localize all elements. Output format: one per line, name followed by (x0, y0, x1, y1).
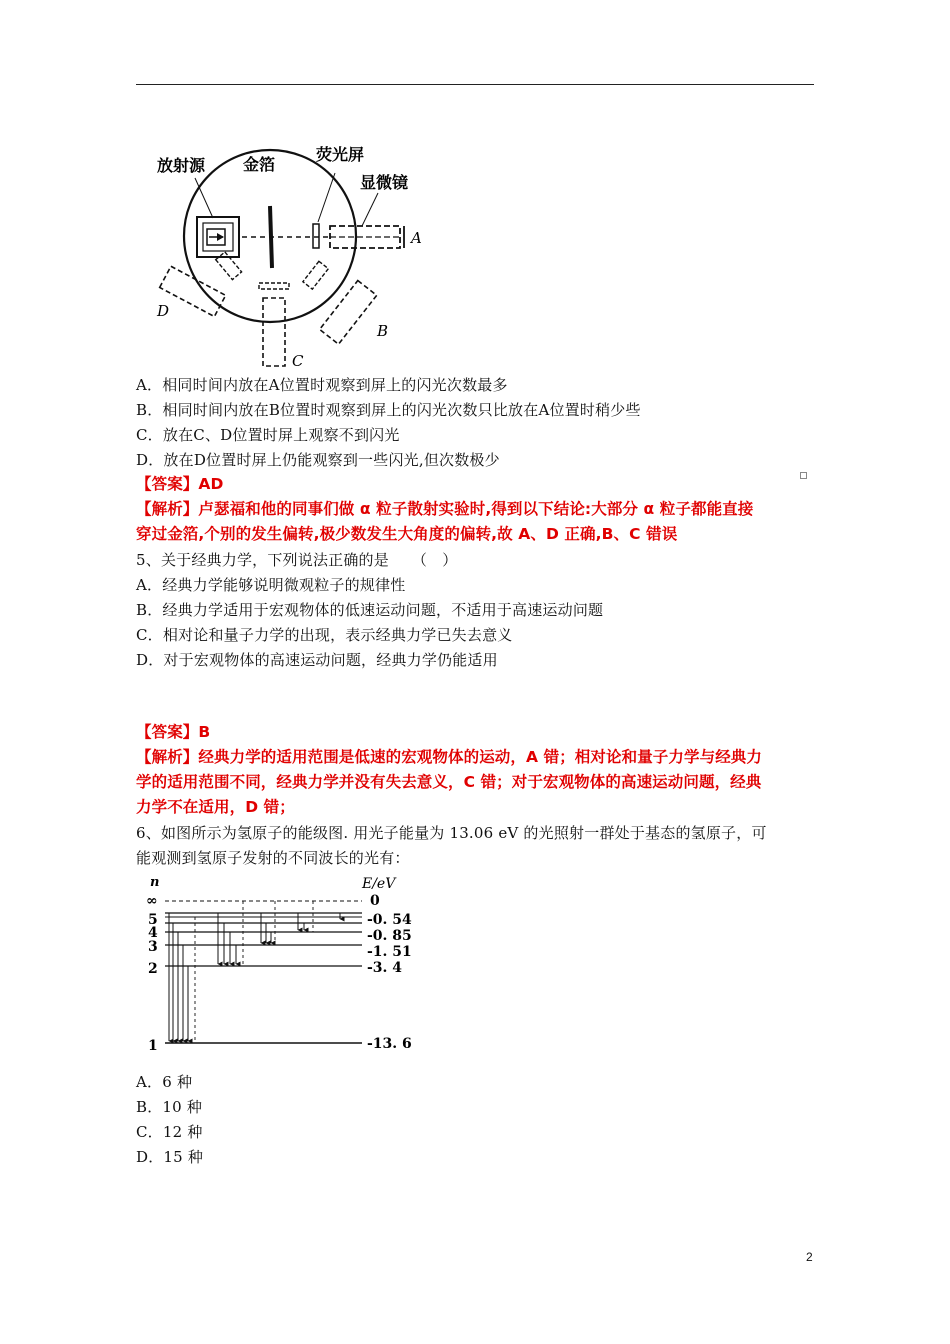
label-screen: 荧光屏 (316, 145, 365, 164)
label-microscope: 显微镜 (360, 173, 409, 192)
e-label-4: -0. 85 (367, 928, 412, 944)
q6-option-b: B．10 种 (136, 1098, 203, 1116)
q4-answer: 【答案】AD (136, 475, 224, 493)
n-label-2: 2 (148, 961, 158, 977)
n-axis-label: n (150, 875, 160, 890)
q4-analysis-line-1: 【解析】卢瑟福和他的同事们做 α 粒子散射实验时,得到以下结论:大部分 α 粒子都能直接 (136, 500, 754, 518)
q5-option-a: A．经典力学能够说明微观粒子的规律性 (136, 576, 406, 594)
n-label-4: 4 (148, 925, 158, 941)
energy-level-diagram (140, 872, 425, 1057)
label-c: C (292, 352, 304, 370)
q4-analysis-line-2: 穿过金箔,个别的发生偏转,极少数发生大角度的偏转,故 A、D 正确,B、C 错误 (136, 525, 678, 543)
rutherford-apparatus-figure (150, 145, 430, 375)
label-d: D (157, 302, 170, 320)
page-number: 2 (806, 1250, 813, 1264)
label-foil: 金箔 (243, 155, 276, 174)
q4-option-c: C．放在C、D位置时屏上观察不到闪光 (136, 426, 400, 444)
q4-option-d: D．放在D位置时屏上仍能观察到一些闪光,但次数极少 (136, 451, 500, 469)
q5-analysis-line-1: 【解析】经典力学的适用范围是低速的宏观物体的运动，A 错；相对论和量子力学与经典力 (136, 748, 762, 766)
q6-option-d: D．15 种 (136, 1148, 204, 1166)
n-label-3: 3 (148, 939, 158, 955)
q6-option-a: A．6 种 (136, 1073, 193, 1091)
q6-stem-line-2: 能观测到氢原子发射的不同波长的光有： (136, 849, 410, 867)
q5-analysis-line-2: 学的适用范围不同，经典力学并没有失去意义，C 错；对于宏观物体的高速运动问题，经典 (136, 773, 762, 791)
small-mark (800, 472, 807, 479)
q5-option-d: D．对于宏观物体的高速运动问题，经典力学仍能适用 (136, 651, 498, 669)
q5-analysis-line-3: 力学不在适用，D 错； (136, 798, 295, 816)
e-axis-label: E/eV (362, 876, 396, 892)
q5-answer: 【答案】B (136, 723, 211, 741)
q6-option-c: C．12 种 (136, 1123, 203, 1141)
e-label-5: -0. 54 (367, 912, 412, 928)
label-a: A (411, 229, 422, 247)
e-label-inf: 0 (370, 893, 380, 909)
q5-option-c: C．相对论和量子力学的出现，表示经典力学已失去意义 (136, 626, 513, 644)
q5-stem: 5、关于经典力学，下列说法正确的是 （ ） (136, 551, 458, 569)
q5-option-b: B．经典力学适用于宏观物体的低速运动问题，不适用于高速运动问题 (136, 601, 604, 619)
n-label-inf: ∞ (146, 893, 158, 909)
n-label-5: 5 (148, 912, 158, 928)
q4-option-b: B．相同时间内放在B位置时观察到屏上的闪光次数只比放在A位置时稍少些 (136, 401, 641, 419)
e-label-3: -1. 51 (367, 944, 412, 960)
q6-stem-line-1: 6、如图所示为氢原子的能级图. 用光子能量为 13.06 eV 的光照射一群处于基态的氢原子，可 (136, 824, 767, 842)
label-b: B (377, 322, 389, 340)
q4-option-a: A．相同时间内放在A位置时观察到屏上的闪光次数最多 (136, 376, 508, 394)
label-source: 放射源 (157, 156, 206, 175)
header-rule (136, 84, 814, 85)
e-label-2: -3. 4 (367, 960, 403, 976)
e-label-1: -13. 6 (367, 1036, 412, 1052)
n-label-1: 1 (148, 1038, 158, 1054)
